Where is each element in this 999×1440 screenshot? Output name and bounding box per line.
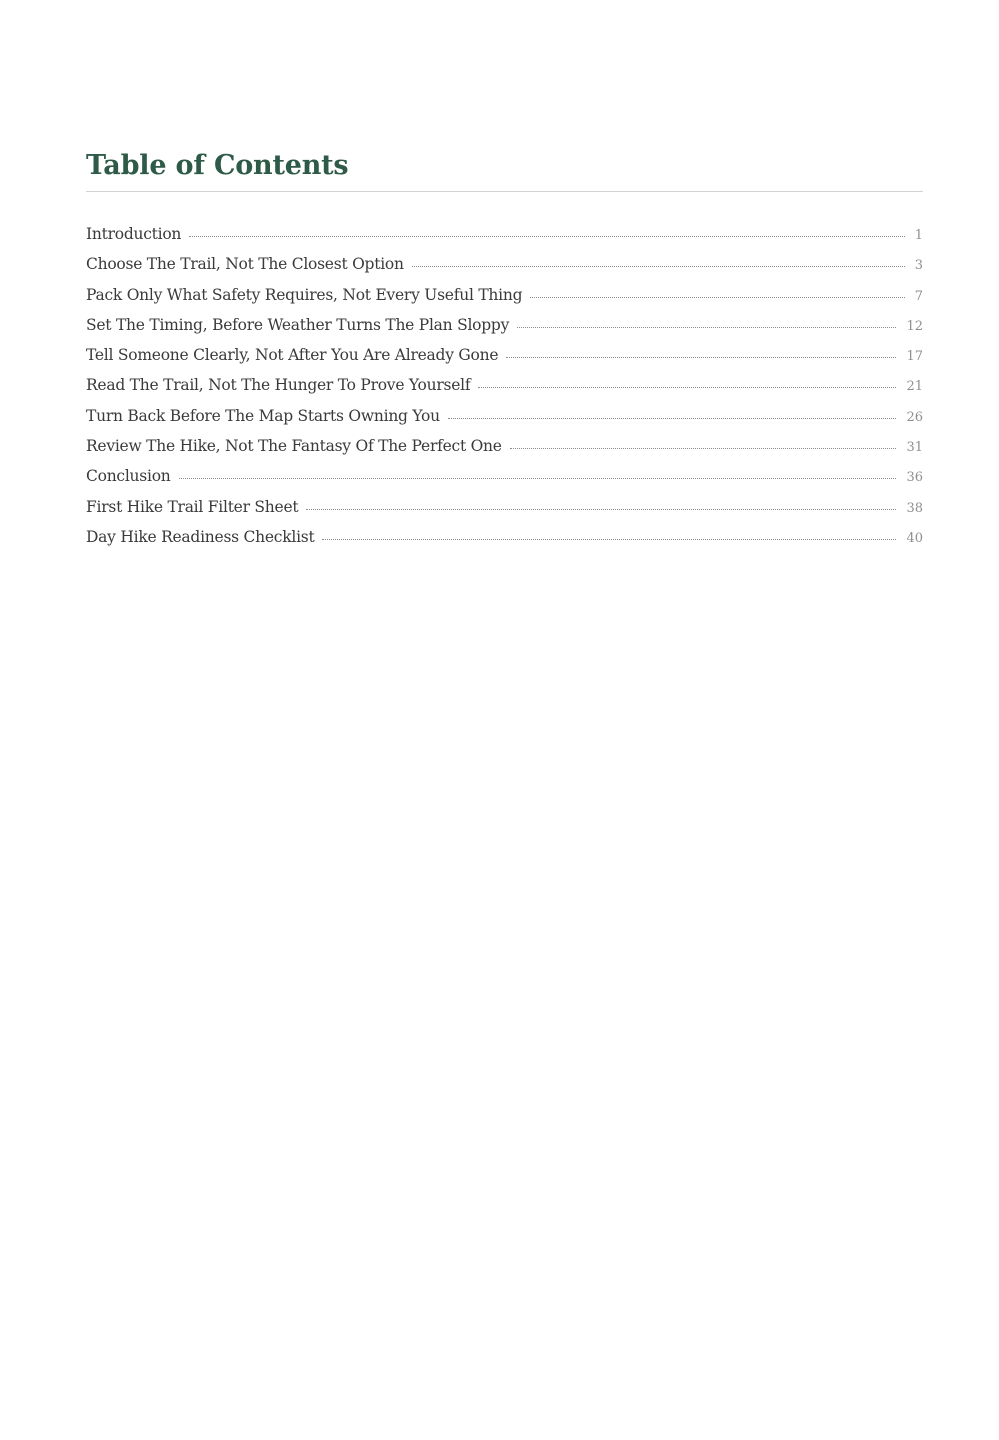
toc-list [86, 221, 923, 554]
toc-entry-page: 21 [906, 379, 923, 395]
toc-entry[interactable] [86, 463, 923, 493]
dot-leader [179, 478, 897, 479]
toc-entry[interactable] [86, 251, 923, 281]
toc-entry-page: 7 [914, 288, 923, 304]
toc-entry[interactable] [86, 403, 923, 433]
dot-leader [530, 297, 904, 298]
toc-entry-page: 17 [906, 349, 923, 365]
dot-leader [306, 509, 896, 510]
dot-leader [517, 327, 896, 328]
toc-heading: Table of Contents [86, 150, 349, 181]
dot-leader [510, 448, 897, 449]
dot-leader [189, 236, 905, 237]
toc-entry-page: 38 [906, 500, 923, 516]
toc-entry-title: Day Hike Readiness Checklist [86, 527, 315, 546]
toc-entry-title: Review The Hike, Not The Fantasy Of The Perfect One [86, 437, 502, 456]
toc-entry-page: 36 [906, 470, 923, 486]
toc-entry[interactable] [86, 282, 923, 312]
toc-entry-title: Tell Someone Clearly, Not After You Are Already Gone [86, 346, 499, 365]
toc-entry[interactable] [86, 524, 923, 554]
toc-entry[interactable] [86, 372, 923, 402]
toc-entry[interactable] [86, 221, 923, 251]
toc-entry-page: 1 [914, 228, 923, 243]
toc-entry[interactable] [86, 494, 923, 524]
dot-leader [412, 266, 905, 267]
toc-entry-page: 26 [906, 409, 923, 425]
toc-entry-title: Set The Timing, Before Weather Turns The Plan Sloppy [86, 315, 510, 334]
dot-leader [478, 387, 896, 388]
toc-entry-title: Choose The Trail, Not The Closest Option [86, 255, 404, 274]
toc-entry-page: 40 [906, 530, 923, 546]
dot-leader [322, 539, 896, 540]
toc-entry-title: Turn Back Before The Map Starts Owning You [86, 406, 440, 425]
toc-entry[interactable] [86, 433, 923, 463]
toc-entry-title: Pack Only What Safety Requires, Not Every Useful Thing [86, 285, 523, 304]
toc-entry[interactable] [86, 342, 923, 372]
toc-entry-page: 31 [906, 440, 923, 456]
toc-entry-title: Introduction [86, 225, 182, 243]
toc-entry-title: Conclusion [86, 467, 171, 486]
toc-entry-page: 3 [914, 258, 923, 274]
dot-leader [448, 418, 897, 419]
heading-divider [86, 191, 923, 192]
toc-entry-title: Read The Trail, Not The Hunger To Prove Yourself [86, 376, 471, 395]
toc-entry[interactable] [86, 312, 923, 342]
dot-leader [506, 357, 896, 358]
toc-entry-title: First Hike Trail Filter Sheet [86, 497, 299, 516]
toc-entry-page: 12 [906, 318, 923, 334]
